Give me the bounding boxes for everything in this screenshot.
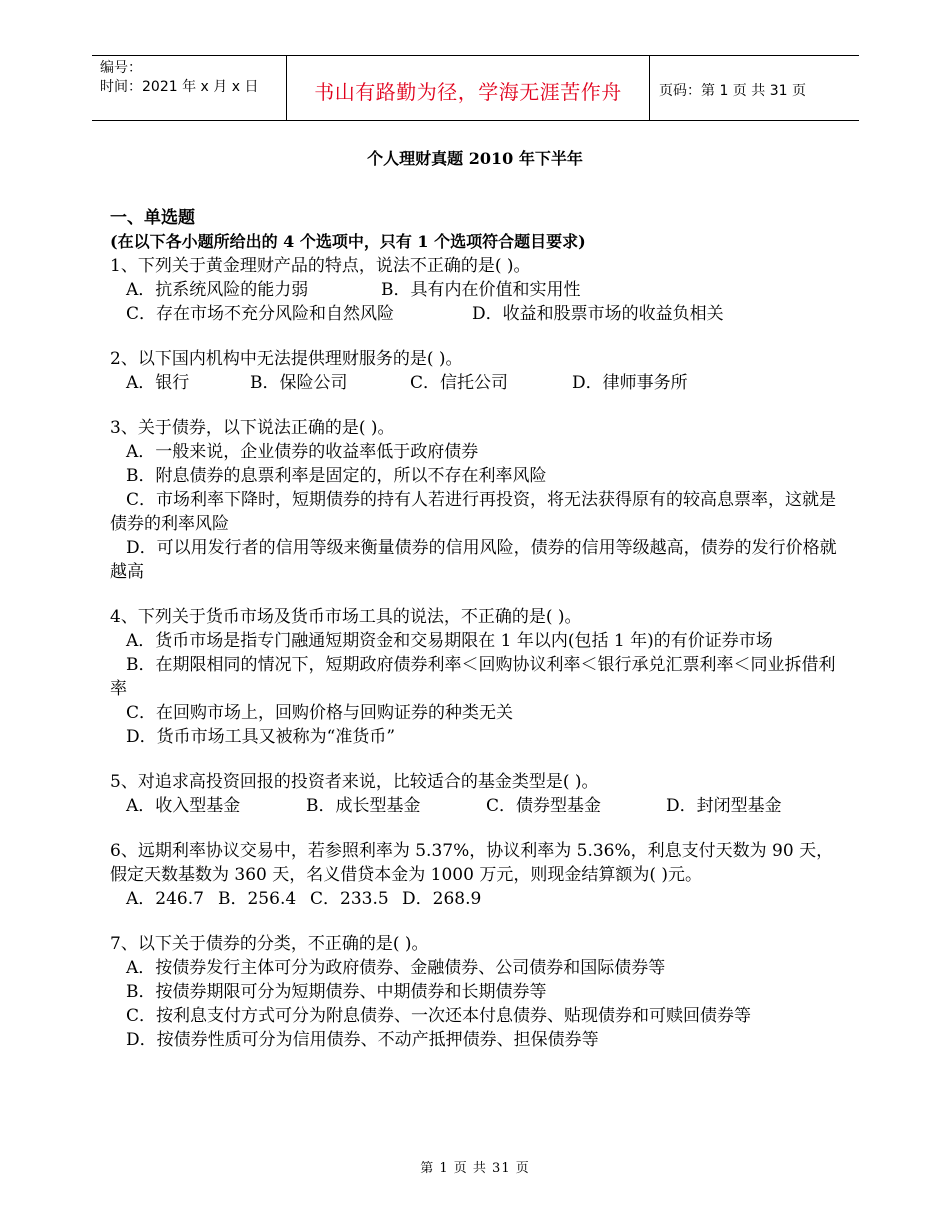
question-stem: 5、对追求高投资回报的投资者来说，比较适合的基金类型是( )。 [110, 772, 599, 792]
question-section [110, 206, 840, 1052]
option: B．256.4 [218, 889, 297, 909]
option: B．按债券期限可分为短期债券、中期债券和长期债券等 [126, 982, 547, 1002]
option: C．市场利率下降时，短期债券的持有人若进行再投资，将无法获得原有的较高息票率，这就是债券的利率风险 [110, 490, 837, 534]
option: B．在期限相同的情况下，短期政府债券利率＜回购协议利率＜银行承兑汇票利率＜同业拆借利率 [110, 655, 836, 699]
question [110, 347, 840, 395]
option: C．在回购市场上，回购价格与回购证券的种类无关 [126, 703, 514, 723]
question [110, 839, 840, 911]
option: B．保险公司 [250, 373, 348, 393]
question [110, 254, 840, 326]
option: B．附息债券的息票利率是固定的，所以不存在利率风险 [126, 466, 547, 486]
option: D．律师事务所 [572, 373, 688, 393]
header-page-info: 页码：第 1 页 共 31 页 [659, 83, 806, 99]
header-meta [100, 59, 258, 97]
header-divider [649, 56, 650, 120]
option-row [110, 887, 840, 911]
option: C．存在市场不充分风险和自然风险 [126, 304, 395, 324]
option: B．具有内在价值和实用性 [381, 280, 581, 300]
section-instruction: (在以下各小题所给出的 4 个选项中，只有 1 个选项符合题目要求) [110, 232, 586, 251]
option: B．成长型基金 [306, 796, 421, 816]
option: D．按债券性质可分为信用债券、不动产抵押债券、担保债券等 [126, 1030, 599, 1050]
option: A．银行 [126, 373, 190, 393]
option: A．246.7 [126, 889, 204, 909]
header-motto: 书山有路勤为径，学海无涯苦作舟 [314, 80, 622, 104]
option: A．抗系统风险的能力弱 [126, 280, 309, 300]
option: C．233.5 [310, 889, 389, 909]
option: A．收入型基金 [126, 796, 241, 816]
option: C．按利息支付方式可分为附息债券、一次还本付息债券、贴现债券和可赎回债券等 [126, 1006, 752, 1026]
option-row [110, 371, 840, 395]
question-stem: 1、下列关于黄金理财产品的特点，说法不正确的是( )。 [110, 256, 531, 276]
option-row [110, 794, 840, 818]
question-stem: 2、以下国内机构中无法提供理财服务的是( )。 [110, 349, 463, 369]
option: D．收益和股票市场的收益负相关 [472, 304, 724, 324]
option: D．268.9 [402, 889, 482, 909]
number-label: 编号： [100, 60, 142, 76]
option-row [110, 302, 840, 326]
question-stem: 3、关于债券，以下说法正确的是( )。 [110, 418, 395, 438]
page-footer: 第 1 页 共 31 页 [420, 1161, 530, 1176]
option: D．封闭型基金 [666, 796, 782, 816]
option: C．债券型基金 [486, 796, 602, 816]
question-stem: 7、以下关于债券的分类，不正确的是( )。 [110, 934, 429, 954]
section-heading: 一、单选题 [110, 208, 195, 228]
question-stem: 4、下列关于货币市场及货币市场工具的说法，不正确的是( )。 [110, 607, 582, 627]
question [110, 605, 840, 749]
option: D．货币市场工具又被称为“准货币” [126, 727, 396, 747]
option: D．可以用发行者的信用等级来衡量债券的信用风险，债券的信用等级越高，债券的发行价格就越高 [110, 538, 837, 582]
option-row [110, 278, 840, 302]
time-label: 时间：2021 年 x 月 x 日 [100, 79, 259, 95]
page-header [92, 55, 859, 121]
question-stem: 6、远期利率协议交易中，若参照利率为 5.37%，协议利率为 5.36%，利息支付天数为 90 天，假定天数基数为 360 天，名义借贷本金为 1000 万元，则现金结算额为( )元。 [110, 841, 834, 885]
question [110, 770, 840, 818]
document-title: 个人理财真题 2010 年下半年 [367, 149, 583, 168]
question [110, 932, 840, 1052]
option: A．货币市场是指专门融通短期资金和交易期限在 1 年以内(包括 1 年)的有价证券市场 [126, 631, 773, 651]
question [110, 416, 840, 584]
option: C．信托公司 [410, 373, 509, 393]
option: A．按债券发行主体可分为政府债券、金融债券、公司债券和国际债券等 [126, 958, 666, 978]
option: A．一般来说，企业债券的收益率低于政府债券 [126, 442, 479, 462]
